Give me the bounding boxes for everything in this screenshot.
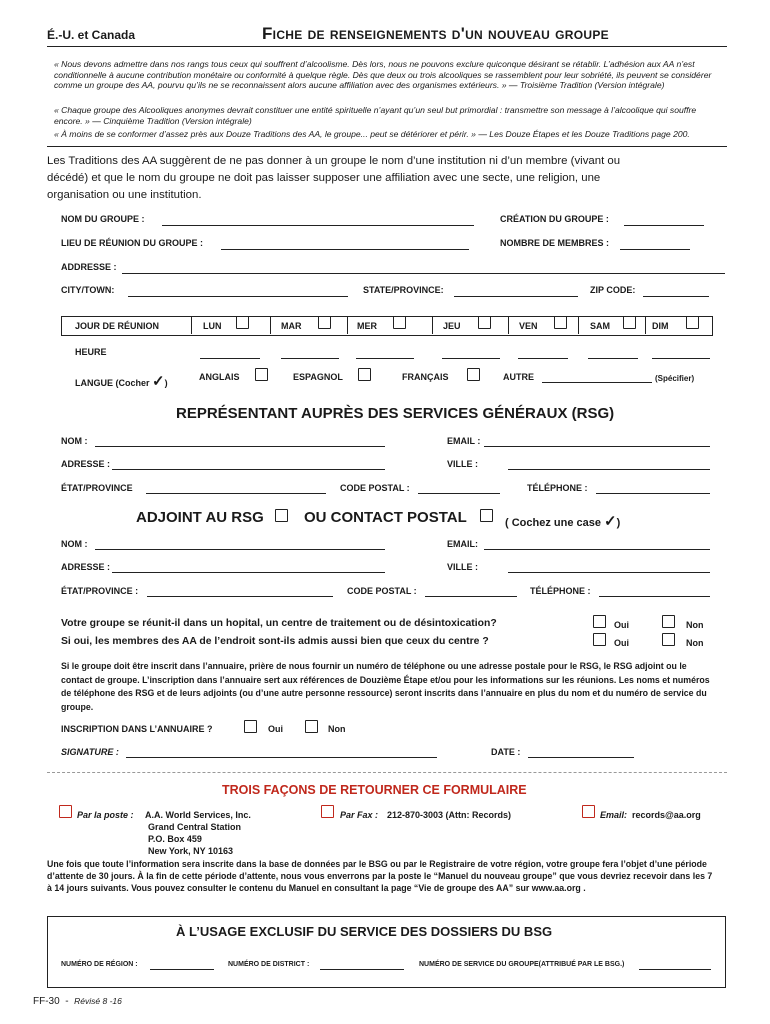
rsg-section-title: REPRÉSENTANT AUPRÈS DES SERVICES GÉNÉRAUX (RSG)	[176, 405, 615, 422]
day-fri-label: VEN	[519, 321, 538, 331]
time-mon-field[interactable]	[200, 358, 260, 359]
time-fri-field[interactable]	[518, 358, 568, 359]
time-sat-field[interactable]	[588, 358, 638, 359]
lang-en-checkbox[interactable]	[255, 368, 268, 381]
alt-address-label: ADRESSE :	[61, 562, 111, 572]
fax-value: 212-870-3003 (Attn: Records)	[387, 810, 512, 820]
signature-label: SIGNATURE :	[61, 747, 119, 757]
page-title: Fiche de renseignements d'un nouveau groupe	[262, 24, 609, 43]
rsg-name-field[interactable]	[95, 446, 385, 447]
alt-email-label: EMAIL:	[447, 539, 478, 549]
day-divider	[432, 316, 433, 334]
day-mon-checkbox[interactable]	[236, 316, 249, 329]
alt-name-field[interactable]	[95, 549, 385, 550]
time-tue-field[interactable]	[281, 358, 339, 359]
day-divider	[270, 316, 271, 334]
fax-label: Par Fax :	[340, 810, 379, 820]
rsg-state-field[interactable]	[146, 493, 326, 494]
language-label-close: )	[164, 378, 168, 388]
zip-label: ZIP CODE:	[590, 285, 636, 295]
zip-field[interactable]	[643, 296, 709, 297]
quote-rule	[47, 146, 727, 147]
mail-label: Par la poste :	[77, 810, 134, 820]
rsg-phone-field[interactable]	[596, 493, 710, 494]
city-label: CITY/TOWN:	[61, 285, 115, 295]
postal-contact-checkbox[interactable]	[480, 509, 493, 522]
alt-address-field[interactable]	[112, 572, 385, 573]
email-option-label: Email:	[600, 810, 628, 820]
district-number-label: NUMÉRO DE DISTRICT :	[228, 961, 310, 968]
waiting-period-note: Une fois que toute l’information sera inscrite dans la base de données par le BSG ou par le Registraire de votre région, votre groupe fera l’objet d’une période d’attente de 30 jours. À la fin de cette période d’attente, nous vous enverrons par la poste le “Manuel du nouveau groupe” que vous devriez recevoir dans les 7 à 14 jours suivants. Vous pouvez consulter le contenu du Manuel en consultant la page “Vie de groupe des AA” sur www.aa.org .	[47, 859, 713, 893]
members-admitted-question: Si oui, les membres des AA de l’endroit sont-ils admis aussi bien que ceux du centre ?	[61, 636, 489, 647]
group-name-label: NOM DU GROUPE :	[61, 214, 145, 224]
day-divider	[578, 316, 579, 334]
meeting-venue-label: LIEU DE RÉUNION DU GROUPE :	[61, 238, 204, 248]
time-thu-field[interactable]	[442, 358, 500, 359]
rsg-state-label: ÉTAT/PROVINCE	[61, 483, 133, 493]
date-label: DATE :	[491, 747, 521, 757]
email-option-checkbox[interactable]	[582, 805, 595, 818]
lang-fr-checkbox[interactable]	[467, 368, 480, 381]
admitted-no-label: Non	[686, 638, 704, 648]
rsg-address-label: ADRESSE :	[61, 459, 111, 469]
rsg-email-label: EMAIL :	[447, 436, 481, 446]
lang-other-label: AUTRE	[503, 372, 534, 382]
lang-es-checkbox[interactable]	[358, 368, 371, 381]
group-creation-field[interactable]	[624, 225, 704, 226]
member-count-field[interactable]	[620, 249, 690, 250]
institution-yes-checkbox[interactable]	[593, 615, 606, 628]
postal-contact-title: OU CONTACT POSTAL	[304, 509, 467, 526]
day-divider	[508, 316, 509, 334]
rsg-email-field[interactable]	[484, 446, 710, 447]
group-creation-label: CRÉATION DU GROUPE :	[500, 214, 609, 224]
time-wed-field[interactable]	[356, 358, 414, 359]
directory-note: Si le groupe doit être inscrit dans l’annuaire, prière de nous fournir un numéro de téléphone ou une adresse postale pour le RSG, le RSG adjoint ou le contact de groupe. L’inscription dans l’annuaire sert aux références de Douzième Étape et/ou pour les informations sur les réunions. Les noms et numéros de téléphone des RSG et de leurs adjoints (ou d’une autre personne ressource) seront inscrits dans l’annuaire en plus du nom et du numéro de service du groupe.	[61, 661, 710, 712]
cut-line	[47, 772, 727, 773]
rsg-city-field[interactable]	[508, 469, 710, 470]
mail-option-checkbox[interactable]	[59, 805, 72, 818]
directory-label: INSCRIPTION DANS L’ANNUAIRE ?	[61, 724, 213, 734]
day-sat-checkbox[interactable]	[623, 316, 636, 329]
day-sat-label: SAM	[590, 321, 610, 331]
day-tue-checkbox[interactable]	[318, 316, 331, 329]
tradition-quote-5: « Chaque groupe des Alcooliques anonymes devrait constituer une entité spirituelle n’ayant qu’un seul but primordial : transmettre son message à l’alcoolique qui souffre encore. » — Cinquième Tradition (Version intégrale)	[54, 105, 697, 126]
service-number-field[interactable]	[639, 969, 711, 970]
day-divider	[347, 316, 348, 334]
header-rule	[47, 46, 727, 47]
mail-line-3: P.O. Box 459	[148, 834, 202, 844]
alt-state-field[interactable]	[147, 596, 333, 597]
alt-postal-field[interactable]	[425, 596, 517, 597]
institution-no-checkbox[interactable]	[662, 615, 675, 628]
alt-phone-field[interactable]	[599, 596, 710, 597]
rsg-postal-field[interactable]	[418, 493, 500, 494]
alt-state-label: ÉTAT/PROVINCE :	[61, 586, 139, 596]
mail-line-1: A.A. World Services, Inc.	[145, 810, 251, 820]
rsg-name-label: NOM :	[61, 436, 88, 446]
intro-text: Les Traditions des AA suggèrent de ne pas donner à un groupe le nom d’une institution ni d’un membre (vivant ou décédé) et que le nom du groupe ne doit pas laisser supposer une affiliation avec une secte, une religion, une organisation ou une institution.	[47, 155, 621, 201]
state-label: STATE/PROVINCE:	[363, 285, 444, 295]
alt-city-field[interactable]	[508, 572, 710, 573]
date-field[interactable]	[528, 757, 634, 758]
check-icon: ✓	[604, 513, 617, 530]
alt-hint-text: ( Cochez une case	[505, 517, 601, 529]
alt-rsg-checkbox[interactable]	[275, 509, 288, 522]
mail-line-4: New York, NY 10163	[148, 846, 234, 856]
alt-name-label: NOM :	[61, 539, 88, 549]
day-fri-checkbox[interactable]	[554, 316, 567, 329]
directory-no-checkbox[interactable]	[305, 720, 318, 733]
footer-separator: -	[65, 996, 69, 1007]
directory-yes-checkbox[interactable]	[244, 720, 257, 733]
alt-email-field[interactable]	[484, 549, 710, 550]
rsg-city-label: VILLE :	[447, 459, 478, 469]
admitted-no-checkbox[interactable]	[662, 633, 675, 646]
address-field[interactable]	[122, 273, 725, 274]
day-tue-label: MAR	[281, 321, 302, 331]
institution-question: Votre groupe se réunit-il dans un hopital, un centre de traitement ou de désintoxication?	[61, 618, 497, 629]
institution-no-label: Non	[686, 620, 704, 630]
language-label	[75, 372, 168, 390]
tradition-quote-3: « Nous devons admettre dans nos rangs tous ceux qui souffrent d’alcoolisme. Dès lors, nous ne pouvons exclure quiconque désirant se rétablir. L’adhésion aux AA n’est conditionnelle à aucune contribution monétaire ou conformité à quelque règle. Dès que deux ou trois alcooliques se rassemblent pour leur sobriété, ils peuvent se considérer comme un groupe des AA, pourvu qu’ils ne se reconnaissent alors aucune affiliation avec des organismes extérieurs. » — Troisième Tradition (Version intégrale)	[54, 59, 712, 91]
rsg-phone-label: TÉLÉPHONE :	[527, 483, 588, 493]
member-count-label: NOMBRE DE MEMBRES :	[500, 238, 610, 248]
alt-hint	[505, 512, 620, 530]
city-field[interactable]	[128, 296, 348, 297]
institution-yes-label: Oui	[614, 620, 629, 630]
office-use-title: À L’USAGE EXCLUSIF DU SERVICE DES DOSSIERS DU BSG	[176, 924, 553, 939]
region-label: É.-U. et Canada	[47, 28, 136, 42]
lang-en-label: ANGLAIS	[199, 372, 240, 382]
district-number-field[interactable]	[320, 969, 404, 970]
admitted-yes-checkbox[interactable]	[593, 633, 606, 646]
rsg-address-field[interactable]	[112, 469, 385, 470]
fax-option-checkbox[interactable]	[321, 805, 334, 818]
day-wed-label: MER	[357, 321, 377, 331]
directory-no-label: Non	[328, 724, 346, 734]
lang-fr-label: FRANÇAIS	[402, 372, 449, 382]
day-sun-checkbox[interactable]	[686, 316, 699, 329]
admitted-yes-label: Oui	[614, 638, 629, 648]
check-icon: ✓	[152, 373, 165, 390]
state-field[interactable]	[454, 296, 578, 297]
directory-yes-label: Oui	[268, 724, 283, 734]
lang-specify-label: (Spécifier)	[655, 374, 695, 383]
region-number-label: NUMÉRO DE RÉGION :	[61, 961, 138, 968]
mail-line-2: Grand Central Station	[148, 822, 242, 832]
day-sun-label: DIM	[652, 321, 669, 331]
day-thu-label: JEU	[443, 321, 461, 331]
day-mon-label: LUN	[203, 321, 222, 331]
alt-rsg-title: ADJOINT AU RSG	[136, 509, 264, 526]
day-divider	[191, 316, 192, 334]
meeting-time-label: HEURE	[75, 347, 107, 357]
revision-date: Révisé 8 -16	[74, 996, 122, 1006]
region-number-field[interactable]	[150, 969, 214, 970]
signature-field[interactable]	[126, 757, 437, 758]
return-section-title: TROIS FAÇONS DE RETOURNER CE FORMULAIRE	[222, 783, 527, 797]
email-option-value: records@aa.org	[632, 810, 701, 820]
time-sun-field[interactable]	[652, 358, 710, 359]
lang-other-field[interactable]	[542, 382, 652, 383]
alt-phone-label: TÉLÉPHONE :	[530, 586, 591, 596]
day-thu-checkbox[interactable]	[478, 316, 491, 329]
service-number-label: NUMÉRO DE SERVICE DU GROUPE(ATTRIBUÉ PAR LE BSG.)	[419, 961, 625, 968]
day-wed-checkbox[interactable]	[393, 316, 406, 329]
group-name-field[interactable]	[162, 225, 474, 226]
meeting-day-label: JOUR DE RÉUNION	[75, 321, 160, 331]
language-label-text: LANGUE (Cocher	[75, 378, 150, 388]
form-code: FF-30	[33, 996, 60, 1007]
rsg-postal-label: CODE POSTAL :	[340, 483, 410, 493]
lang-es-label: ESPAGNOL	[293, 372, 343, 382]
day-divider	[645, 316, 646, 334]
alt-city-label: VILLE :	[447, 562, 478, 572]
address-label: ADDRESSE :	[61, 262, 117, 272]
alt-postal-label: CODE POSTAL :	[347, 586, 417, 596]
footer	[33, 996, 122, 1007]
alt-hint-close: )	[616, 517, 621, 529]
meeting-venue-field[interactable]	[221, 249, 469, 250]
tradition-quote-12x12: « À moins de se conformer d’assez près aux Douze Traditions des AA, le groupe... peut se détériorer et périr. » — Les Douze Étapes et les Douze Traditions page 200.	[54, 129, 690, 139]
